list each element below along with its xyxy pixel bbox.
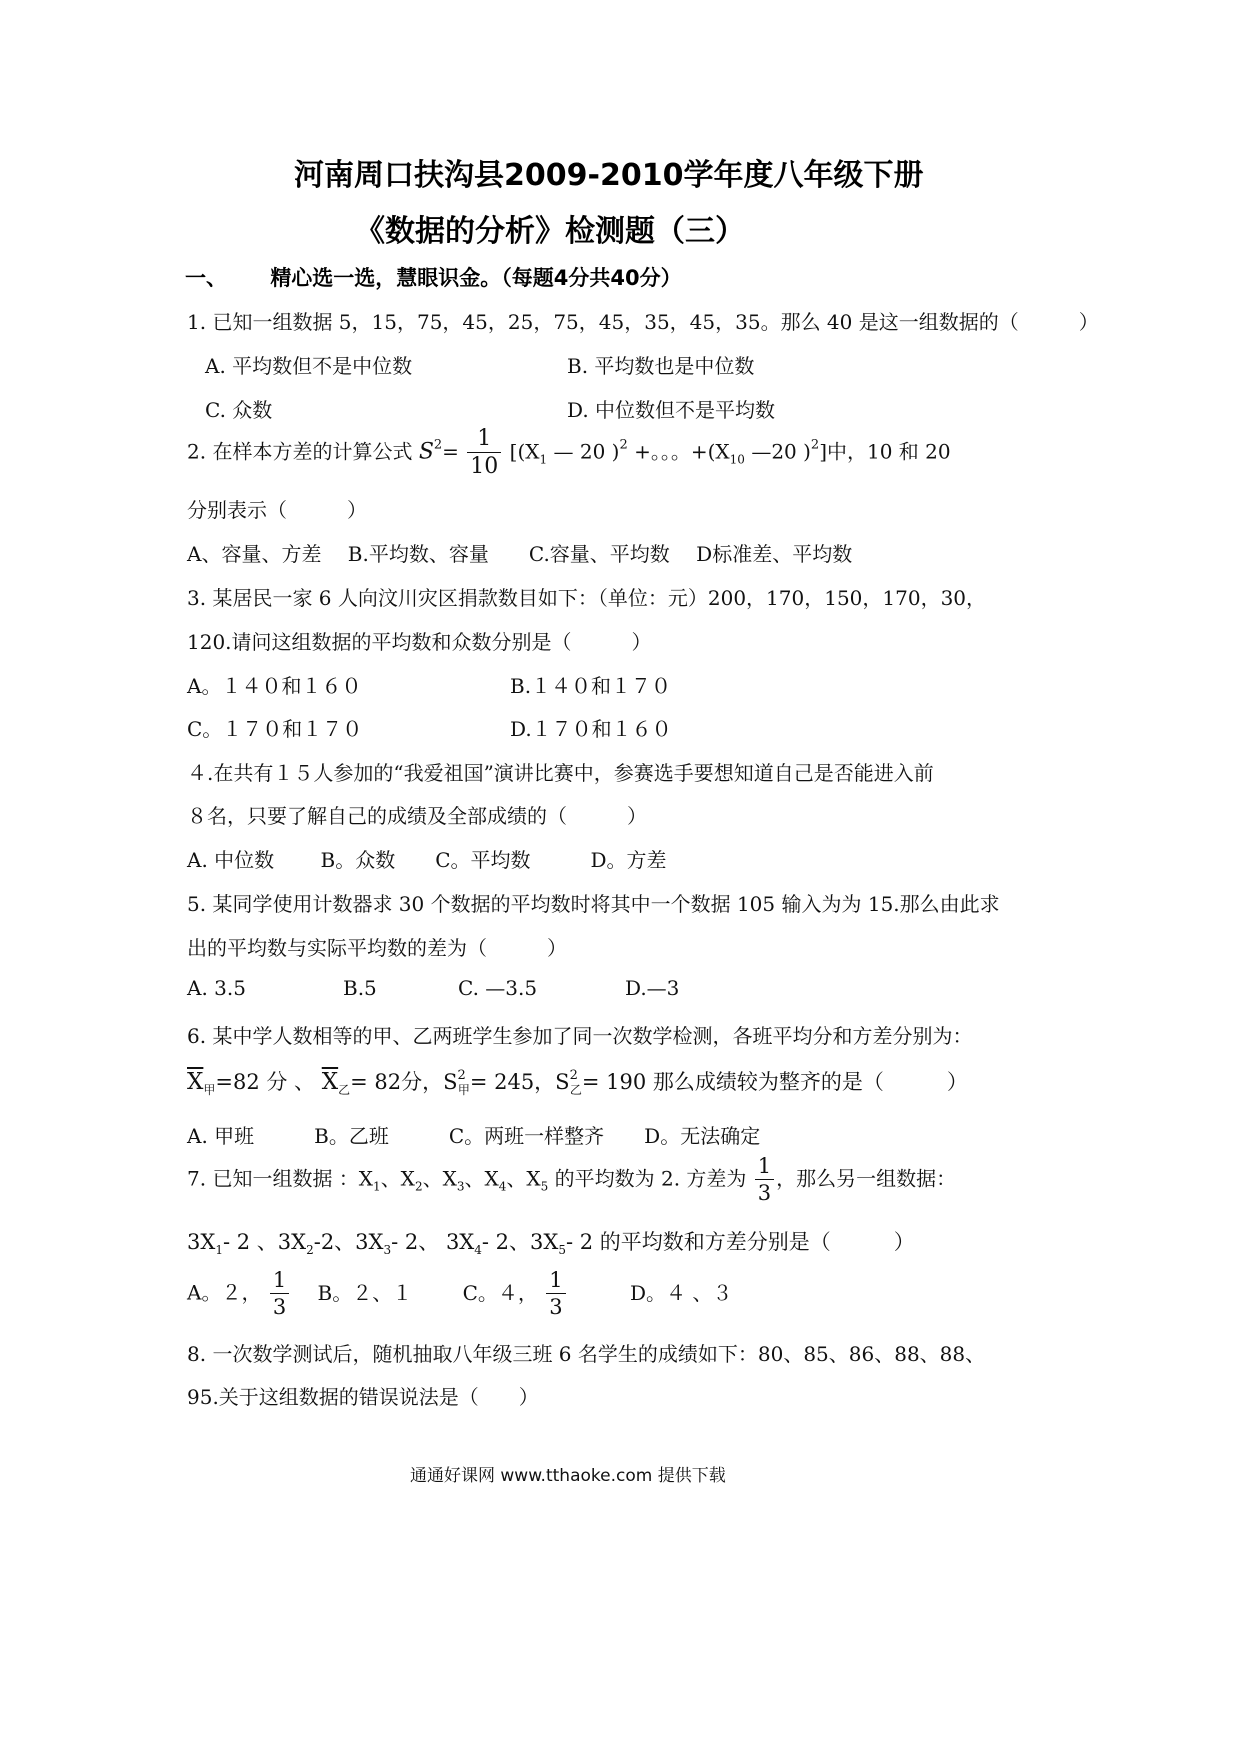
question-7-option-c: C。４， bbox=[462, 1280, 538, 1305]
question-2-stem: 2. 在样本方差的计算公式 $S^2=$ $\frac{1}{10}$ [($X_1$ — 20 )$^2$ +。。。$+(X_{10}$ —20 )$^2$]中，10 和 20 bbox=[187, 426, 951, 479]
question-6-options: A. 甲班 B。乙班 C。两班一样整齐 D。无法确定 bbox=[187, 1124, 761, 1148]
question-7-stem: 7. 已知一组数据 ：$X_1$、$X_2$、$X_3$、$X_4$、$X_5$ 的平均数为 2. 方差为 $\frac{1}{3}$ ，那么另一组数据： bbox=[187, 1154, 957, 1205]
question-2-stem-line2: 分别表示（ ） bbox=[187, 498, 367, 522]
question-5-stem-line2: 出的平均数与实际平均数的差为（ ） bbox=[187, 936, 567, 960]
question-7-option-d: D。４ 、３ bbox=[630, 1280, 733, 1305]
page-footer: 通通好课网 www.tthaoke.com 提供下载 bbox=[410, 1466, 726, 1486]
question-5-option-b: B.5 bbox=[343, 976, 377, 1000]
question-7-stem-line2: $3X_1-$ 2 、$3X_2-2$、$3X_3-$ 2、 $3X_4-$ 2、$3X_5-$ 2 的平均数和方差分别是（ ） bbox=[187, 1230, 915, 1257]
question-3-option-a: A。１４０和１６０ bbox=[187, 674, 362, 698]
question-8-stem: 8. 一次数学测试后，随机抽取八年级三班 6 名学生的成绩如下：80、85、86、88、88、 bbox=[187, 1342, 986, 1366]
section-text: 精心选一选，慧眼识金。（每题4分共40分） bbox=[270, 266, 682, 290]
question-1-option-c: C. 众数 bbox=[205, 398, 273, 422]
question-6-stem: 6. 某中学人数相等的甲、乙两班学生参加了同一次数学检测，各班平均分和方差分别为： bbox=[187, 1024, 973, 1048]
question-3-option-c: C。１７０和１７０ bbox=[187, 717, 363, 741]
question-1-stem: 1. 已知一组数据 5，15，75，45，25，75，45，35，45，35。那么 40 是这一组数据的（ ） bbox=[187, 310, 1099, 334]
question-6-formula: $\overline{X}_甲=82$ 分 、 $\overline{X}_乙= 82$分，$S^2_甲= 245$，$S^2_乙= 190$ 那么成绩较为整齐的是（ ） bbox=[187, 1068, 968, 1097]
question-5-stem: 5. 某同学使用计数器求 30 个数据的平均数时将其中一个数据 105 输入为为 15.那么由此求 bbox=[187, 892, 1000, 916]
fraction-one-third: $\frac{1}{3}$ bbox=[270, 1270, 289, 1318]
question-7-option-a: A。２， bbox=[187, 1280, 262, 1305]
fraction-one-third: $\frac{1}{3}$ bbox=[755, 1156, 774, 1204]
question-7-option-b: B。２、１ bbox=[317, 1280, 413, 1305]
section-heading bbox=[185, 262, 682, 292]
question-1-option-a: A. 平均数但不是中位数 bbox=[205, 354, 413, 378]
fraction-one-third: $\frac{1}{3}$ bbox=[546, 1270, 565, 1318]
question-5-option-a: A. 3.5 bbox=[187, 976, 246, 1000]
question-4-options: A. 中位数 B。众数 C。平均数 D。方差 bbox=[187, 848, 667, 872]
fraction-one-tenth: $\frac{1}{10}$ bbox=[467, 428, 501, 478]
question-3-option-d: D.１７０和１６０ bbox=[510, 717, 672, 741]
question-3-stem: 3. 某居民一家 6 人向汶川灾区捐款数目如下：（单位：元）200，170，150，170，30， bbox=[187, 586, 987, 610]
question-5-option-d: D.—3 bbox=[625, 976, 680, 1000]
question-7-options bbox=[187, 1270, 732, 1318]
question-3-option-b: B.１４０和１７０ bbox=[510, 674, 672, 698]
question-2-options: A、容量、方差 B.平均数、容量 C.容量、平均数 D标准差、平均数 bbox=[187, 542, 853, 566]
section-number: 一、 bbox=[185, 266, 227, 290]
question-5-option-c: C. —3.5 bbox=[458, 976, 538, 1000]
question-4-stem-line2: ８名，只要了解自己的成绩及全部成绩的（ ） bbox=[187, 804, 647, 828]
question-4-stem: ４.在共有１５人参加的“我爱祖国”演讲比赛中，参赛选手要想知道自己是否能进入前 bbox=[187, 761, 934, 785]
question-3-stem-line2: 120.请问这组数据的平均数和众数分别是（ ） bbox=[187, 630, 652, 654]
page-title-line1: 河南周口扶沟县2009-2010学年度八年级下册 bbox=[294, 158, 924, 193]
question-8-stem-line2: 95.关于这组数据的错误说法是（ ） bbox=[187, 1385, 539, 1409]
page-title-line2: 《数据的分析》检测题（三） bbox=[355, 214, 745, 249]
question-1-option-d: D. 中位数但不是平均数 bbox=[567, 398, 776, 422]
question-1-option-b: B. 平均数也是中位数 bbox=[567, 354, 755, 378]
